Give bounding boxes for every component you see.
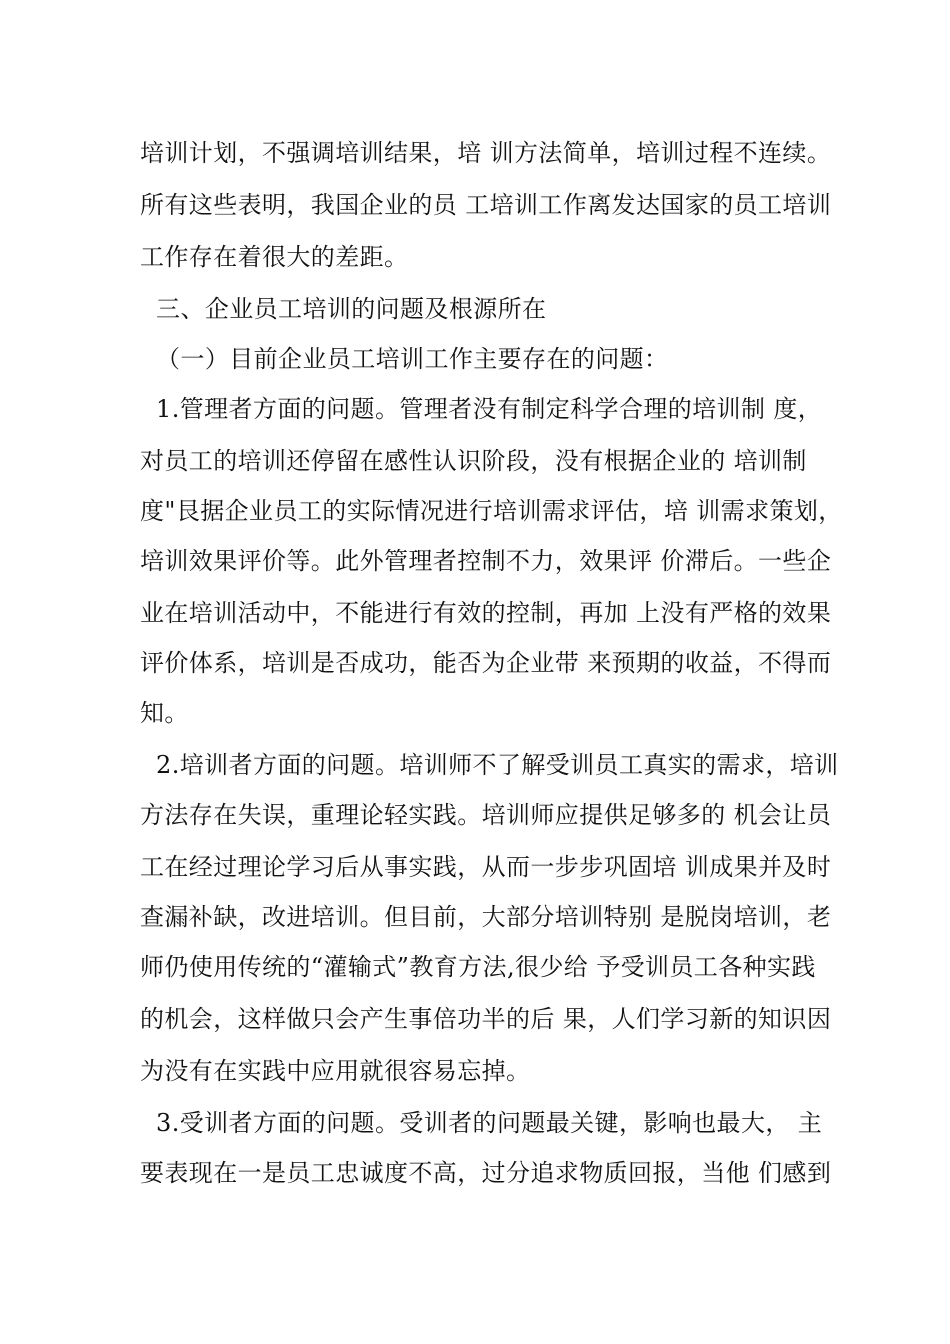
paragraph-line: 工作存在着很大的差距。 bbox=[140, 243, 409, 271]
paragraph-line: 为没有在实践中应用就很容易忘掉。 bbox=[140, 1057, 531, 1085]
paragraph-line: 对员工的培训还停留在感性认识阶段，没有根据企业的 培训制 bbox=[140, 447, 807, 475]
paragraph-line: 2.培训者方面的问题。培训师不了解受训员工真实的需求，培训 bbox=[140, 751, 839, 779]
paragraph-line: 工在经过理论学习后从事实践，从而一步步巩固培 训成果并及时 bbox=[140, 853, 832, 881]
paragraph-line: 查漏补缺，改进培训。但目前，大部分培训特别 是脱岗培训，老 bbox=[140, 903, 832, 931]
subsection-heading: （一）目前企业员工培训工作主要存在的问题： bbox=[140, 345, 669, 373]
paragraph-line: 培训效果评价等。此外管理者控制不力，效果评 价滞后。一些企 bbox=[140, 547, 832, 575]
paragraph-line: 方法存在失误，重理论轻实践。培训师应提供足够多的 机会让员 bbox=[140, 801, 832, 829]
paragraph-line: 1.管理者方面的问题。管理者没有制定科学合理的培训制 度， bbox=[140, 395, 823, 423]
paragraph-line: 3.受训者方面的问题。受训者的问题最关键，影响也最大， 主 bbox=[140, 1109, 823, 1137]
paragraph-line: 要表现在一是员工忠诚度不高，过分追求物质回报，当他 们感到 bbox=[140, 1159, 832, 1187]
paragraph-line: 度"艮据企业员工的实际情况进行培训需求评估，培 训需求策划， bbox=[140, 497, 843, 525]
paragraph-line: 知。 bbox=[140, 699, 189, 727]
paragraph-line: 业在培训活动中，不能进行有效的控制，再加 上没有严格的效果 bbox=[140, 599, 832, 627]
paragraph-line: 的机会，这样做只会产生事倍功半的后 果，人们学习新的知识因 bbox=[140, 1005, 832, 1033]
section-heading: 三、企业员工培训的问题及根源所在 bbox=[140, 295, 547, 323]
paragraph-line: 所有这些表明，我国企业的员 工培训工作离发达国家的员工培训 bbox=[140, 191, 832, 219]
paragraph-line: 评价体系，培训是否成功，能否为企业带 来预期的收益，不得而 bbox=[140, 649, 832, 677]
paragraph-line: 培训计划，不强调培训结果，培 训方法简单，培训过程不连续。 bbox=[140, 139, 832, 167]
paragraph-line: 师仍使用传统的“灌输式”教育方法,很少给 予受训员工各种实践 bbox=[140, 953, 816, 981]
